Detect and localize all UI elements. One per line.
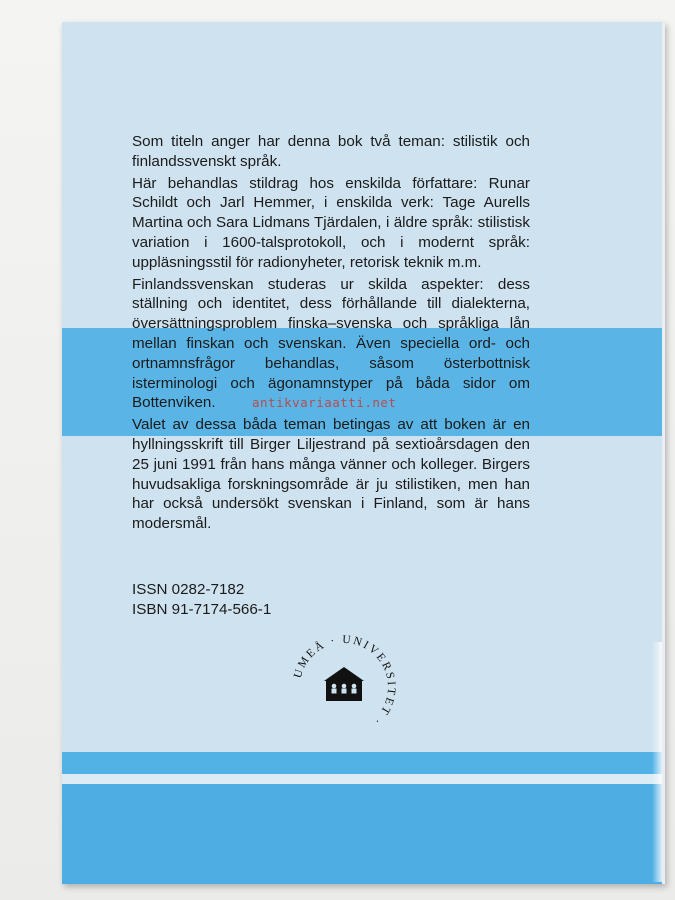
light-stripe-gap (62, 774, 662, 784)
blue-stripe-thin (62, 752, 662, 774)
isbn-text: ISBN 91-7174-566-1 (132, 601, 272, 618)
watermark-text: antikvariaatti.net (252, 395, 397, 410)
blurb-paragraph-3: Finlandssvenskan studeras ur skilda aspekter: dess ställning och identitet, dess förhållande till dialekterna, översättningsproblem finska–svenska och språkliga lån mellan finskan och svenskan. Även speciella ord- och ortnamnsfrågor behandlas, såsom österbottnisk isterminologi och ägonamnstyper på båda sidor om Bottenviken. (132, 275, 530, 412)
blurb-paragraph-1: Som titeln anger har denna bok två teman: stilistik och finlandssvenskt språk. (132, 133, 530, 170)
blurb-paragraph-2: Här behandlas stildrag hos enskilda författare: Runar Schildt och Jarl Hemmer, i enskilda verk: Tage Aurells Martina och Sara Lidmans Tjärdalen, i äldre språk: stilistisk variation i 1600-talsprotokoll, och i modernt språk: uppläsningsstil för radionyheter, retorisk teknik m.m. (132, 174, 530, 271)
book-back-cover (62, 22, 665, 884)
svg-text:UMEÅ · UNIVERSITET ·: UMEÅ · UNIVERSITET · (291, 633, 398, 728)
blurb-text (132, 132, 530, 534)
identifiers (132, 580, 271, 620)
issn-text: ISSN 0282-7182 (132, 581, 245, 598)
umea-university-logo-icon (284, 627, 404, 747)
edge-wear (652, 642, 662, 882)
blue-stripe-bottom (62, 784, 662, 884)
blurb-paragraph-4: Valet av dessa båda teman betingas av att boken är en hyllningsskrift till Birger Liljestrand på sextioårsdagen den 25 juni 1991 från hans många vänner och kolleger. Birgers huvudsakliga forskningsområde är ju stilistiken, men han har också undersökt svenskan i Finland, som är hans modersmål. (132, 416, 530, 533)
